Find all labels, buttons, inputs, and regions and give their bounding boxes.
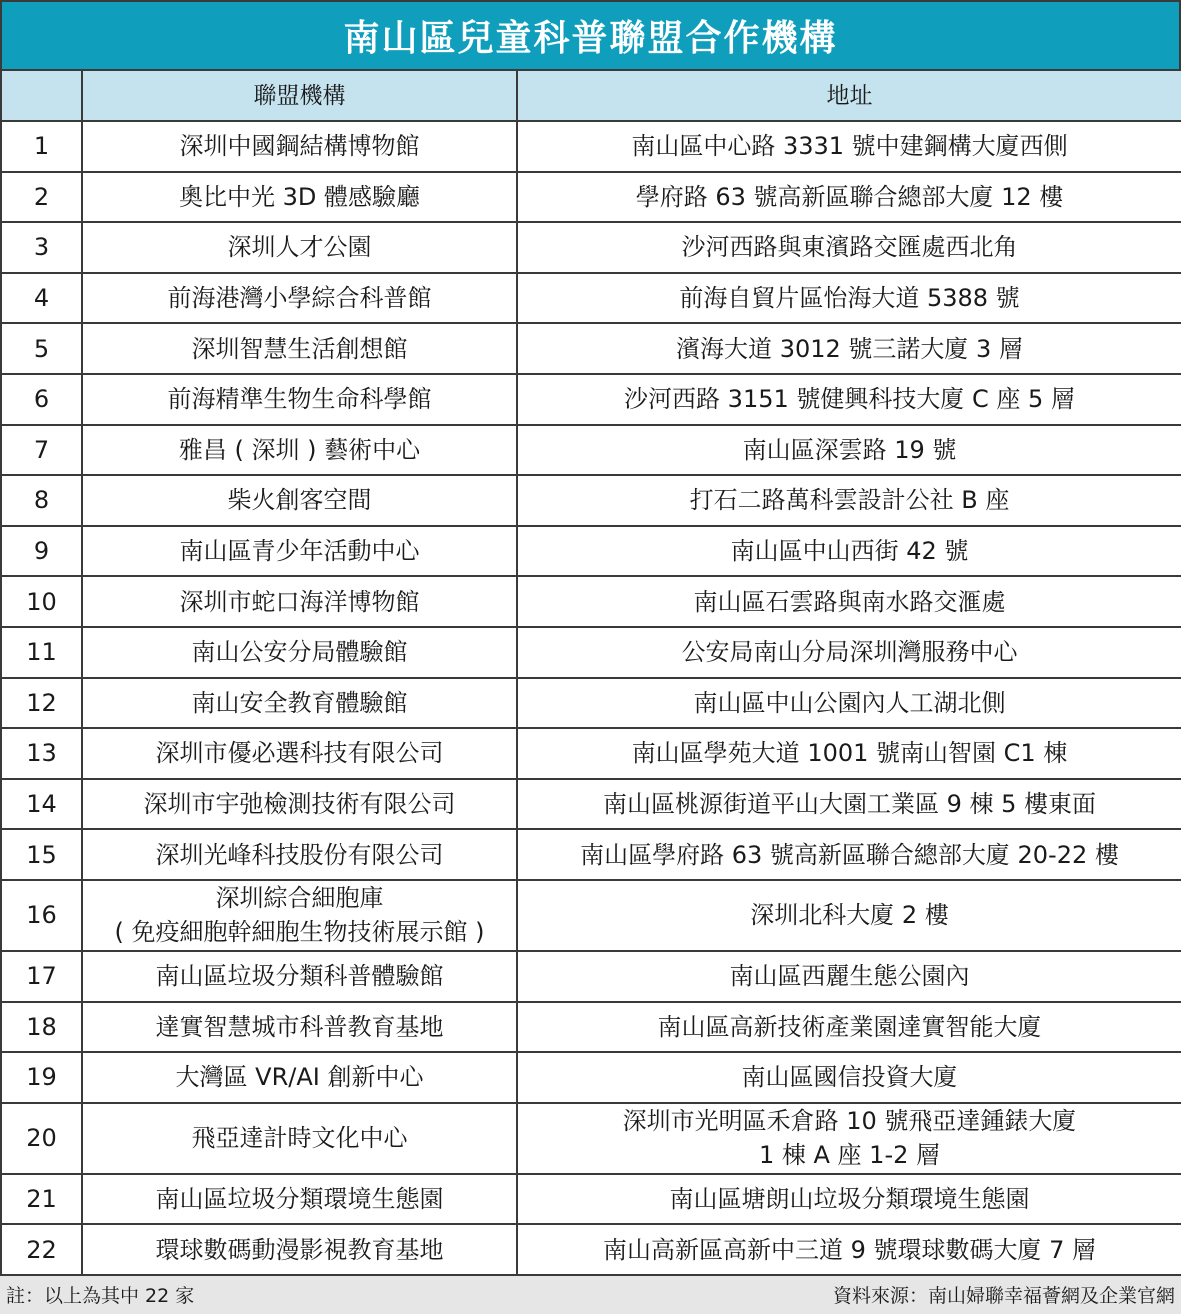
- organization-name: 飛亞達計時文化中心: [191, 1124, 408, 1153]
- address-cell: [517, 576, 1181, 627]
- organization-cell: [82, 374, 517, 425]
- address-text: 南山區西麗生態公園內: [729, 962, 970, 991]
- organization-name: 南山公安分局體驗館: [191, 638, 408, 667]
- row-number: 4: [1, 273, 82, 324]
- organization-name: 深圳市優必選科技有限公司: [155, 739, 444, 768]
- address-cell: [517, 475, 1181, 526]
- organization-name: 前海精準生物生命科學館: [167, 385, 432, 414]
- header-organization: 聯盟機構: [82, 70, 517, 121]
- table-row: [1, 1002, 1181, 1053]
- address-text: 南山區桃源街道平山大園工業區 9 棟 5 樓東面: [602, 790, 1097, 819]
- organization-cell: [82, 1052, 517, 1103]
- organization-cell: [82, 172, 517, 223]
- table-row: [1, 172, 1181, 223]
- organization-cell: [82, 678, 517, 729]
- address-cell: [517, 273, 1181, 324]
- organization-cell: [82, 1174, 517, 1225]
- organization-name: 奧比中光 3D 體感驗廳: [178, 182, 420, 211]
- address-cell: [517, 678, 1181, 729]
- footer: [0, 1276, 1181, 1314]
- table-row: [1, 880, 1181, 951]
- table-row: [1, 121, 1181, 172]
- address-cell: [517, 1174, 1181, 1225]
- address-cell: [517, 951, 1181, 1002]
- organization-cell: [82, 728, 517, 779]
- row-number: 13: [1, 728, 82, 779]
- address-cell: [517, 779, 1181, 830]
- address-cell: [517, 323, 1181, 374]
- table-row: [1, 627, 1181, 678]
- organization-name: 深圳中國鋼結構博物館: [179, 132, 420, 161]
- row-number: 5: [1, 323, 82, 374]
- organization-cell: [82, 121, 517, 172]
- organization-cell: [82, 576, 517, 627]
- table-body: [1, 121, 1181, 1275]
- table-row: [1, 1224, 1181, 1275]
- organization-name: 深圳光峰科技股份有限公司: [155, 840, 444, 869]
- organization-cell: [82, 425, 517, 476]
- header-number: [1, 70, 82, 121]
- row-number: 8: [1, 475, 82, 526]
- address-text: 南山區石雲路與南水路交滙處: [693, 587, 1006, 616]
- address-text: 學府路 63 號高新區聯合總部大廈 12 樓: [635, 182, 1064, 211]
- table-row: [1, 374, 1181, 425]
- table-row: [1, 475, 1181, 526]
- organization-name: 深圳綜合細胞庫: [215, 884, 384, 913]
- organization-cell: [82, 222, 517, 273]
- organization-name: ( 免疫細胞幹細胞生物技術展示館 ): [114, 918, 485, 947]
- row-number: 2: [1, 172, 82, 223]
- footer-note: 註：以上為其中 22 家: [6, 1285, 195, 1308]
- table-row: [1, 829, 1181, 880]
- row-number: 9: [1, 526, 82, 577]
- table-row: [1, 1103, 1181, 1174]
- address-cell: [517, 374, 1181, 425]
- row-number: 12: [1, 678, 82, 729]
- organization-cell: [82, 951, 517, 1002]
- page-title: 南山區兒童科普聯盟合作機構: [343, 18, 838, 59]
- row-number: 21: [1, 1174, 82, 1225]
- organization-name: 南山區垃圾分類科普體驗館: [155, 962, 444, 991]
- table-row: [1, 1052, 1181, 1103]
- address-cell: [517, 627, 1181, 678]
- table-row: [1, 779, 1181, 830]
- address-text: 深圳市光明區禾倉路 10 號飛亞達鍾錶大廈: [622, 1107, 1077, 1136]
- row-number: 18: [1, 1002, 82, 1053]
- row-number: 6: [1, 374, 82, 425]
- address-text: 南山區學府路 63 號高新區聯合總部大廈 20-22 樓: [580, 840, 1119, 869]
- row-number: 14: [1, 779, 82, 830]
- organization-cell: [82, 1224, 517, 1275]
- partner-table: [0, 69, 1181, 1276]
- address-text: 南山區國信投資大廈: [741, 1063, 958, 1092]
- address-text: 1 棟 A 座 1-2 層: [758, 1141, 941, 1170]
- address-text: 南山區塘朗山垃圾分類環境生態園: [669, 1184, 1030, 1213]
- address-cell: [517, 1052, 1181, 1103]
- organization-cell: [82, 880, 517, 951]
- address-text: 南山區中心路 3331 號中建鋼構大廈西側: [631, 132, 1068, 161]
- address-text: 沙河西路與東濱路交匯處西北角: [681, 233, 1018, 262]
- address-text: 南山高新區高新中三道 9 號環球數碼大廈 7 層: [602, 1235, 1097, 1264]
- footer-source: 資料來源：南山婦聯幸福薈網及企業官網: [832, 1285, 1175, 1308]
- organization-name: 達實智慧城市科普教育基地: [155, 1012, 444, 1041]
- address-text: 打石二路萬科雲設計公社 B 座: [689, 486, 1010, 515]
- organization-name: 深圳人才公園: [227, 233, 372, 262]
- address-cell: [517, 121, 1181, 172]
- table-row: [1, 728, 1181, 779]
- organization-cell: [82, 475, 517, 526]
- table-row: [1, 222, 1181, 273]
- organization-cell: [82, 829, 517, 880]
- organization-name: 深圳市宇弛檢測技術有限公司: [143, 790, 456, 819]
- address-cell: [517, 880, 1181, 951]
- address-text: 濱海大道 3012 號三諾大廈 3 層: [676, 334, 1023, 363]
- address-text: 南山區中山西街 42 號: [730, 537, 969, 566]
- row-number: 19: [1, 1052, 82, 1103]
- organization-name: 南山安全教育體驗館: [191, 688, 408, 717]
- table-header-row: [1, 70, 1181, 121]
- table-row: [1, 951, 1181, 1002]
- table-row: [1, 323, 1181, 374]
- organization-name: 雅昌 ( 深圳 ) 藝術中心: [178, 435, 421, 464]
- row-number: 17: [1, 951, 82, 1002]
- address-cell: [517, 222, 1181, 273]
- organization-name: 柴火創客空間: [227, 486, 372, 515]
- header-address: 地址: [517, 70, 1181, 121]
- row-number: 1: [1, 121, 82, 172]
- address-cell: [517, 829, 1181, 880]
- organization-cell: [82, 1002, 517, 1053]
- address-cell: [517, 1224, 1181, 1275]
- table-row: [1, 678, 1181, 729]
- organization-name: 深圳市蛇口海洋博物館: [179, 587, 420, 616]
- organization-name: 深圳智慧生活創想館: [191, 334, 408, 363]
- organization-name: 大灣區 VR/AI 創新中心: [175, 1063, 424, 1092]
- table-row: [1, 576, 1181, 627]
- address-cell: [517, 425, 1181, 476]
- organization-name: 環球數碼動漫影視教育基地: [155, 1235, 444, 1264]
- address-cell: [517, 728, 1181, 779]
- organization-cell: [82, 1103, 517, 1174]
- organization-cell: [82, 779, 517, 830]
- row-number: 3: [1, 222, 82, 273]
- address-cell: [517, 1002, 1181, 1053]
- address-cell: [517, 526, 1181, 577]
- table-row: [1, 425, 1181, 476]
- row-number: 15: [1, 829, 82, 880]
- address-cell: [517, 172, 1181, 223]
- address-text: 南山區中山公園內人工湖北側: [693, 688, 1006, 717]
- organization-name: 前海港灣小學綜合科普館: [167, 284, 432, 313]
- table-row: [1, 1174, 1181, 1225]
- organization-cell: [82, 323, 517, 374]
- organization-cell: [82, 273, 517, 324]
- organization-cell: [82, 627, 517, 678]
- row-number: 20: [1, 1103, 82, 1174]
- row-number: 22: [1, 1224, 82, 1275]
- organization-name: 南山區青少年活動中心: [179, 537, 420, 566]
- address-text: 深圳北科大廈 2 樓: [750, 901, 949, 930]
- address-text: 南山區高新技術產業園達實智能大廈: [657, 1012, 1042, 1041]
- row-number: 16: [1, 880, 82, 951]
- row-number: 7: [1, 425, 82, 476]
- organization-name: 南山區垃圾分類環境生態園: [155, 1184, 444, 1213]
- address-text: 沙河西路 3151 號健興科技大廈 C 座 5 層: [624, 385, 1075, 414]
- organization-cell: [82, 526, 517, 577]
- row-number: 11: [1, 627, 82, 678]
- address-text: 公安局南山分局深圳灣服務中心: [681, 638, 1018, 667]
- address-cell: [517, 1103, 1181, 1174]
- address-text: 南山區深雲路 19 號: [742, 435, 957, 464]
- address-text: 前海自貿片區怡海大道 5388 號: [679, 284, 1020, 313]
- table-row: [1, 273, 1181, 324]
- title-bar: [0, 0, 1181, 69]
- table-row: [1, 526, 1181, 577]
- address-text: 南山區學苑大道 1001 號南山智園 C1 棟: [631, 739, 1068, 768]
- row-number: 10: [1, 576, 82, 627]
